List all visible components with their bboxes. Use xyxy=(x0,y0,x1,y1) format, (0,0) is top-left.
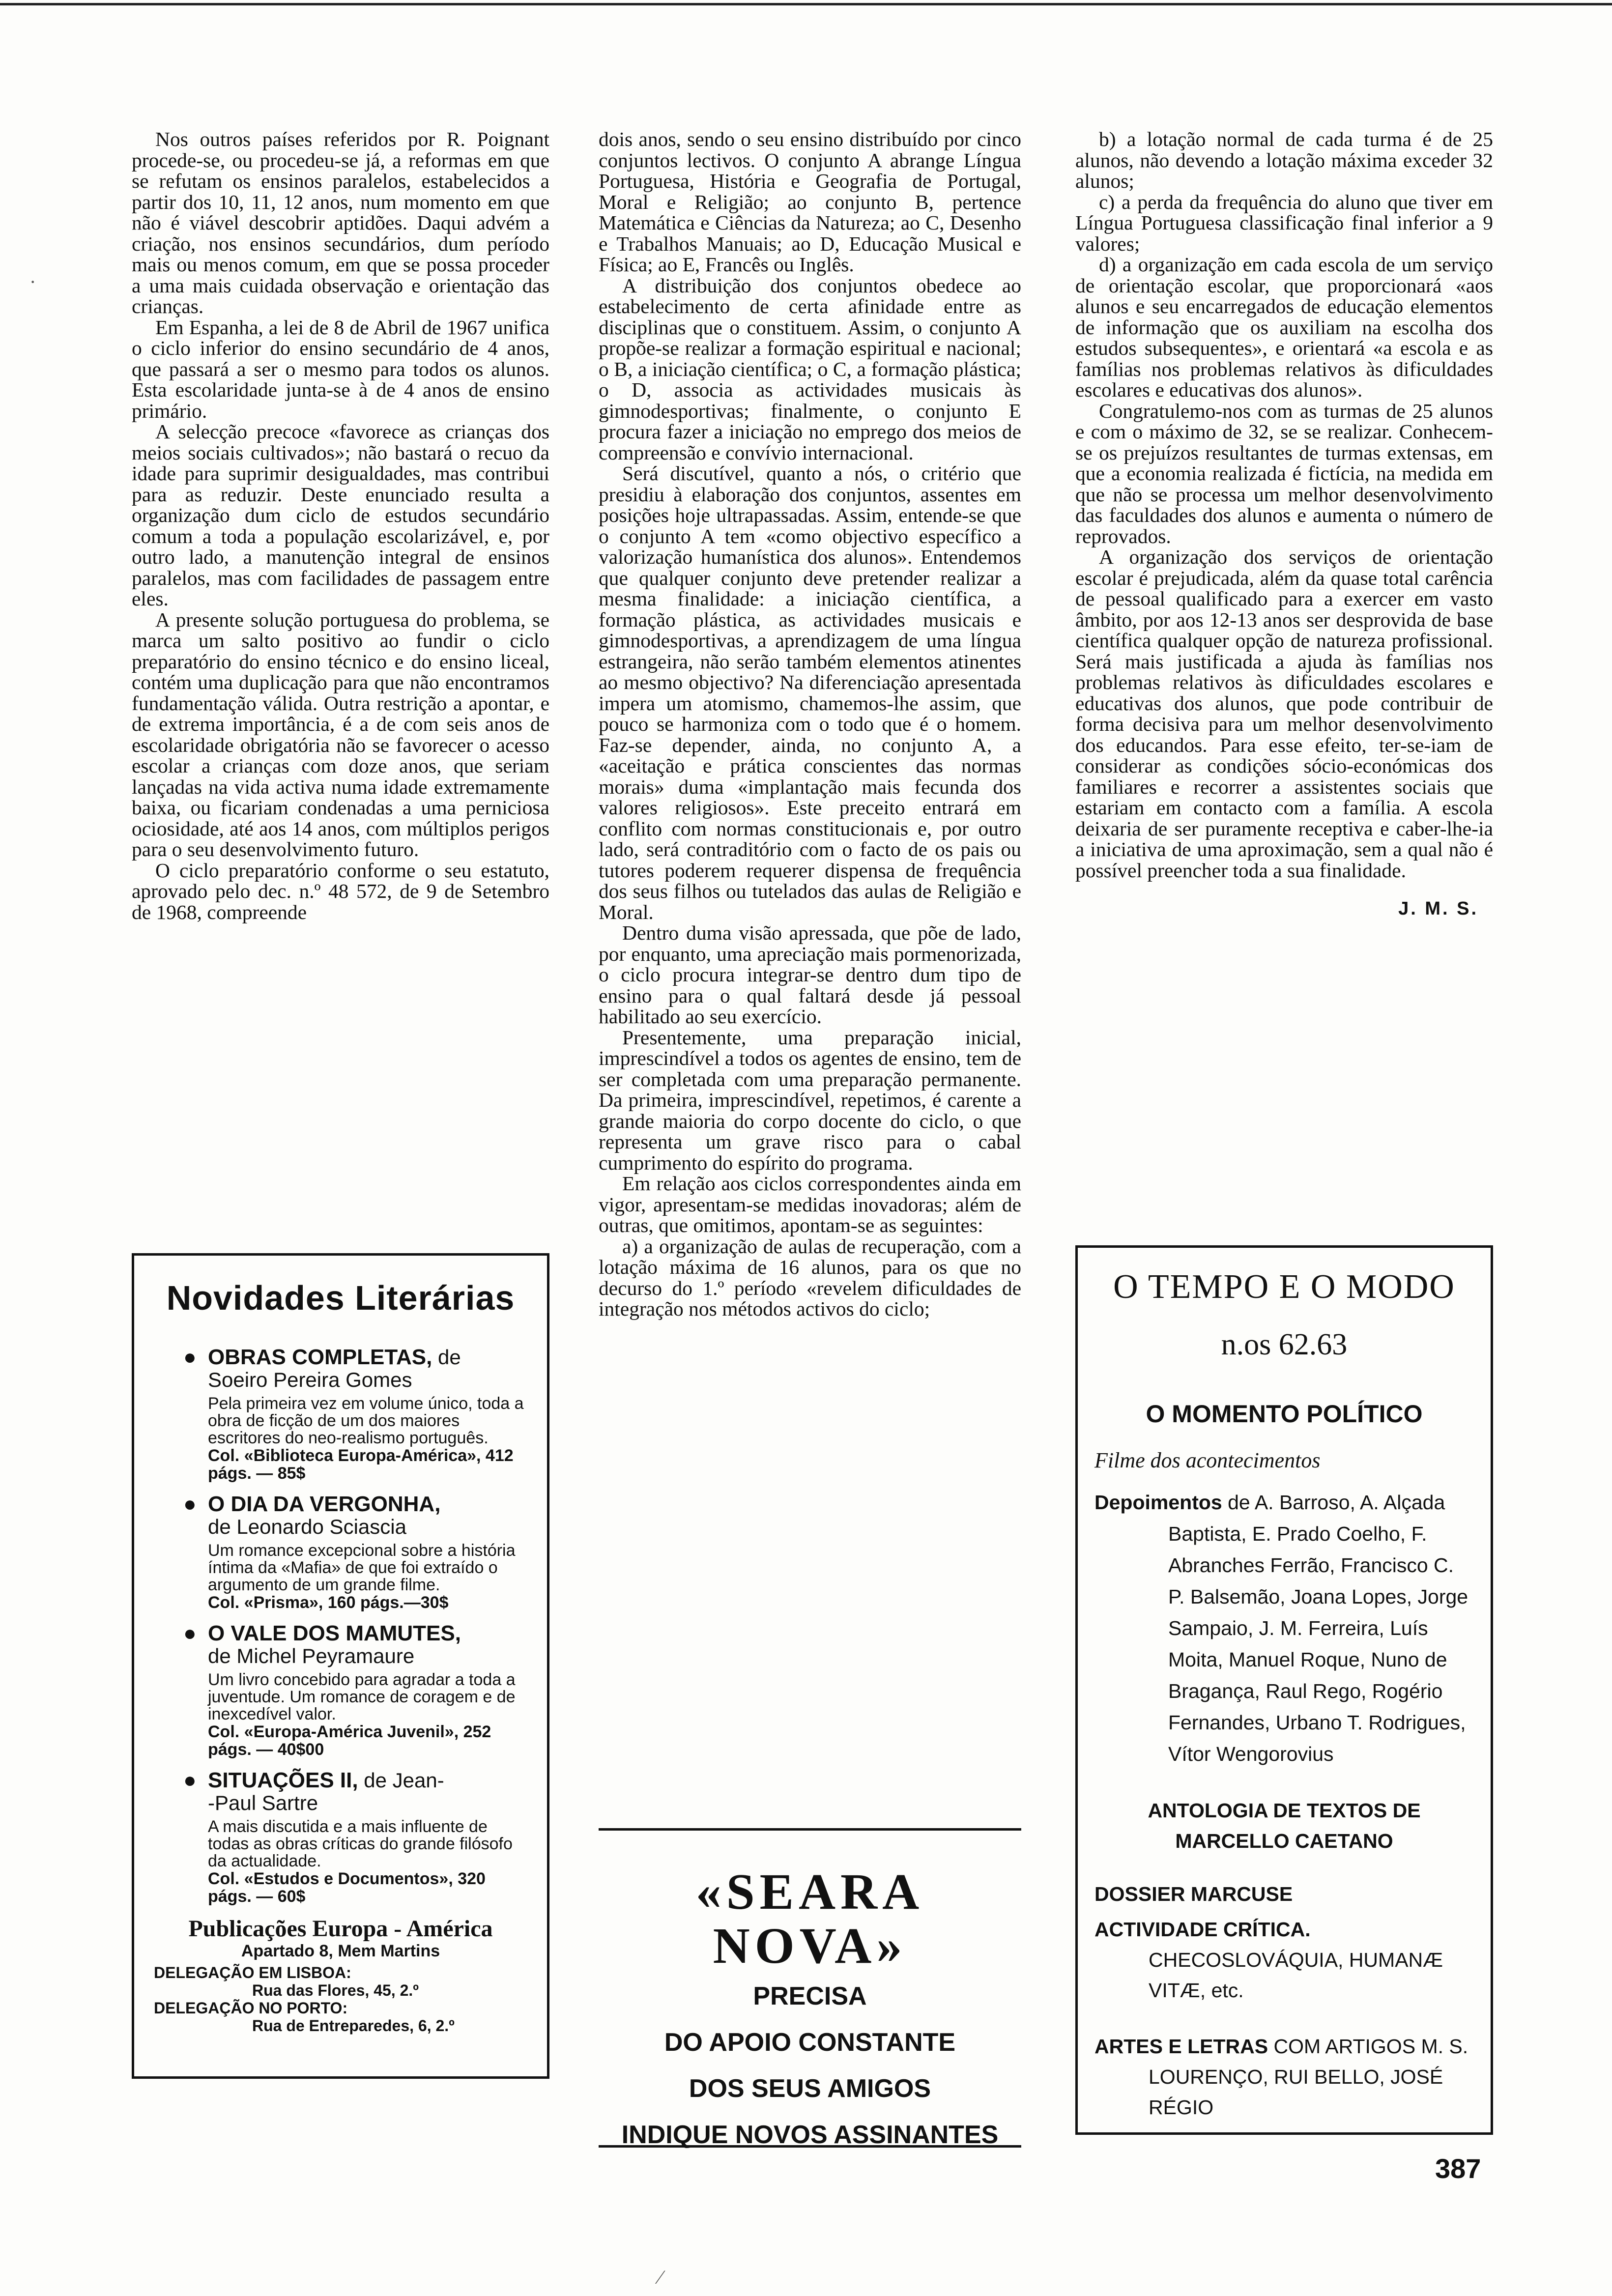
issue-number: n.os 62.63 xyxy=(1221,1328,1348,1361)
critica-label: ACTIVIDADE CRÍTICA. xyxy=(1094,1918,1311,1941)
seara-line: PRECISA xyxy=(753,1982,867,2010)
book-description: Um livro concebido para agradar a toda a juventude. Um romance de coragem e de inexcedível valor. xyxy=(208,1670,516,1723)
bullet-icon: ● xyxy=(183,1492,197,1516)
book-entry xyxy=(154,1769,527,1905)
seara-line: DOS SEUS AMIGOS xyxy=(689,2074,931,2103)
paragraph: b) a lotação normal de cada turma é de 25 alunos, não devendo a lotação máxima exceder 32 alunos; xyxy=(1075,128,1493,192)
bullet-icon: ● xyxy=(183,1768,197,1792)
book-title: O VALE DOS MAMUTES, xyxy=(208,1621,461,1645)
article-column-1 xyxy=(132,129,549,922)
book-description: A mais discutida e a mais influente de todas as obras críticas do grande filósofo da actualidade. xyxy=(208,1817,513,1870)
tempo-e-modo-ad xyxy=(1075,1245,1493,2135)
book-description: Um romance excepcional sobre a história íntima da «Mafia» de que foi extraído o argumento de um grande filme. xyxy=(208,1541,516,1594)
delegation-porto-address: Rua de Entreparedes, 6, 2.º xyxy=(252,2017,455,2035)
book-title: SITUAÇÕES II, xyxy=(208,1768,358,1792)
paragraph: Congratulemo-nos com as turmas de 25 alunos e com o máximo de 32, se se realizar. Conhecem-se os prejuízos resultantes de turmas extensas, em que a economia realizada é fictícia, na medida em que não se processa um melhor desenvolvimento das faculdades dos alunos e aumenta o número de reprovados. xyxy=(1075,399,1493,547)
dossier-label: DOSSIER MARCUSE xyxy=(1094,1883,1293,1905)
depoimentos-label: Depoimentos xyxy=(1094,1491,1222,1514)
paragraph: d) a organização em cada escola de um serviço de orientação escolar, que proporcionará «aos alunos e seu encarregados de educação elementos de informação que os auxiliam na escolha dos estudos subsequentes», e orientará «a escola e as famílias nos problemas relativos às dificuldades escolares e educativas dos alunos». xyxy=(1075,253,1493,401)
paragraph: Em relação aos ciclos correspondentes ainda em vigor, apresentam-se medidas inovadoras; além de outras, que omitimos, apontam-se as seguintes: xyxy=(599,1172,1021,1236)
seara-line: DO APOIO CONSTANTE xyxy=(664,2028,956,2057)
seara-line: INDIQUE NOVOS ASSINANTES xyxy=(621,2121,999,2149)
book-author: -Paul Sartre xyxy=(208,1791,318,1814)
paragraph: Nos outros países referidos por R. Poignant procede-se, ou procedeu-se já, a reformas em que se refutam os ensinos paralelos, estabelecidos a partir dos 10, 11, 12 anos, num momento em que não é viável descobrir aptidões. Daqui advém a criação, nos ensinos secundários, dum período mais ou menos comum, em que se possa proceder a uma mais cuidada observação e orientação das crianças. xyxy=(132,128,549,317)
seara-nova-ad xyxy=(599,1828,1021,2148)
book-collection: Col. «Biblioteca Europa-América», 412 págs. — 85$ xyxy=(208,1446,514,1483)
delegation-lisboa-label: DELEGAÇÃO EM LISBOA: xyxy=(154,1964,351,1981)
bullet-icon: ● xyxy=(183,1345,197,1369)
book-author: de Michel Peyramaure xyxy=(208,1644,415,1667)
book-author: de Leonardo Sciascia xyxy=(208,1515,406,1538)
bullet-icon: ● xyxy=(183,1621,197,1645)
publisher-block xyxy=(154,1916,527,1961)
paragraph: c) a perda da frequência do aluno que tiver em Língua Portuguesa classificação final inferior a 9 valores; xyxy=(1075,190,1493,255)
paragraph: A organização dos serviços de orientação escolar é prejudicada, além da quase total carência de pessoal qualificado para a exercer em vasto âmbito, por aos 12-13 anos ser desprovida de base científica qualquer opção de natureza profissional. Será mais justificada a ajuda às famílias nos problemas relativos às dificuldades escolares e educativas dos alunos, que pode contribuir de forma decisiva para um melhor desenvolvimento dos educandos. Para esse efeito, ter-se-iam de considerar as condições sócio-económicas dos familiares e recorrer a assistentes sociais que estariam em contacto com a família. A escola deixaria de ser puramente receptiva e caber-lhe-ia a iniciativa de uma aproximação, sem a qual não é possível preencher toda a sua finalidade. xyxy=(1075,545,1493,882)
delegation-porto-label: DELEGAÇÃO NO PORTO: xyxy=(154,1999,348,2017)
paragraph: Presentemente, uma preparação inicial, imprescindível a todos os agentes de ensino, tem de ser completada com uma preparação permanente. Da primeira, imprescindível, repetimos, é carente a grande maioria do corpo docente do ciclo, o que representa um grave risco para o cabal cumprimento do espírito do programa. xyxy=(599,1026,1021,1174)
depoimentos xyxy=(1094,1487,1474,1770)
article-column-2 xyxy=(599,129,1021,1320)
dossier xyxy=(1094,1879,1474,1909)
margin-mark: ⁄ xyxy=(659,2266,662,2288)
ad-title: Novidades Literárias xyxy=(166,1279,515,1317)
margin-mark: · xyxy=(29,271,36,293)
book-author-prefix: de xyxy=(432,1346,461,1369)
paragraph: dois anos, sendo o seu ensino distribuído por cinco conjuntos lectivos. O conjunto A abrange Língua Portuguesa, História e Geografia de Portugal, Moral e Religião; ao conjunto B, pertence Matemática e Ciências da Natureza; ao C, Desenho e Trabalhos Manuais; ao D, Educação Musical e Física; ao E, Francês ou Inglês. xyxy=(599,128,1021,276)
antologia: ANTOLOGIA DE TEXTOS DE MARCELLO CAETANO xyxy=(1148,1799,1421,1852)
seara-title: «SEARA NOVA» xyxy=(695,1864,924,1974)
paragraph: O ciclo preparatório conforme o seu estatuto, aprovado pelo dec. n.º 48 572, de 9 de Setembro de 1968, compreende xyxy=(132,859,549,923)
paragraph: A distribuição dos conjuntos obedece ao estabelecimento de certa afinidade entre as disciplinas que o constituem. Assim, o conjunto A propõe-se realizar a formação espiritual e nacional; o B, a iniciação científica; o C, a formação plástica; o D, associa as actividades musicais às gimnodesportivas; finalmente, o conjunto E procura fazer a iniciação no emprego dos meios de compreensão e convívio internacional. xyxy=(599,274,1021,464)
delegation-lisboa-address: Rua das Flores, 45, 2.º xyxy=(252,1981,419,1999)
book-collection: Col. «Europa-América Juvenil», 252 págs. — 40$00 xyxy=(208,1722,491,1759)
book-collection: Col. «Estudos e Documentos», 320 págs. — 60$ xyxy=(208,1869,486,1906)
book-author: Soeiro Pereira Gomes xyxy=(208,1368,412,1391)
book-title: O DIA DA VERGONHA, xyxy=(208,1492,441,1516)
novidades-literarias-ad xyxy=(132,1253,549,2079)
book-author-prefix: de Jean- xyxy=(358,1769,444,1792)
paragraph: Será discutível, quanto a nós, o critério que presidiu à elaboração dos conjuntos, assentes em posições hoje ultrapassadas. Assim, entende-se que o conjunto A tem «como objectivo específico a valorização humanística dos alunos». Entendemos que qualquer conjunto deve pretender realizar a mesma finalidade: a iniciação científica, a formação plástica, as actividades musicais e gimnodesportivas, a aprendizagem de uma língua estrangeira, não serão também elementos atinentes ao mesmo objectivo? Na diferenciação apresentada impera um atomismo, chamemos-lhe assim, que pouco se harmoniza com o todo que é o homem. Faz-se depender, ainda, no conjunto A, a «aceitação e prática conscientes das normas morais» duma «implantação mais fecunda dos valores religiosos». Este preceito entrará em conflito com normas constitucionais e, por outro lado, será contraditório com o facto de os pais ou tutores poderem requerer dispensa de frequência dos seus filhos ou tutelados das aulas de Religião e Moral. xyxy=(599,462,1021,923)
book-title: OBRAS COMPLETAS, xyxy=(208,1345,432,1369)
publisher-apartado: Apartado 8, Mem Martins xyxy=(241,1942,440,1960)
depoimentos-text: de A. Barroso, A. Alçada Baptista, E. Prado Coelho, F. Abranches Ferrão, Francisco C. P. Balsemão, Joana Lopes, Jorge Sampaio, J. M. Ferreira, Luís Moita, Manuel Roque, Nuno de Bragança, Raul Rego, Rogério Fernandes, Urbano T. Rodrigues, Vítor Wengorovius xyxy=(1168,1491,1468,1765)
artes-text: COM ARTIGOS M. S. LOURENÇO, RUI BELLO, JOSÉ RÉGIO xyxy=(1149,2035,1468,2119)
paragraph: A selecção precoce «favorece as crianças dos meios sociais cultivados»; não bastará o recuo da idade para suprimir desigualdades, mas contribui para as reduzir. Deste enunciado resulta a organização dum ciclo de estudos secundário comum a toda a população escolarizável, e, por outro lado, a manutenção integral de ensinos paralelos, mas com facilidades de passagem entre eles. xyxy=(132,420,549,610)
book-entry xyxy=(154,1493,527,1611)
section-heading: O MOMENTO POLÍTICO xyxy=(1146,1400,1423,1428)
page-top-rule xyxy=(0,3,1612,5)
paragraph: Em Espanha, a lei de 8 de Abril de 1967 unifica o ciclo inferior do ensino secundário de 4 anos, que passará a ser o mesmo para todos os alunos. Esta escolaridade junta-se à de 4 anos de ensino primário. xyxy=(132,316,549,422)
critica-text: CHECOSLOVÁQUIA, HUMANÆ VITÆ, etc. xyxy=(1149,1949,1443,2002)
book-collection: Col. «Prisma», 160 págs.—30$ xyxy=(208,1593,449,1612)
paragraph: A presente solução portuguesa do problema, se marca um salto positivo ao fundir o ciclo preparatório do ensino técnico e do ensino liceal, contém uma duplicação para que não encontramos fundamentação válida. Outra restrição a apontar, e de extrema importância, é a de com seis anos de escolaridade obrigatória não se favorecer o acesso escolar a crianças com doze anos, que seriam lançadas na vida activa numa idade extremamente baixa, ou ficariam condenadas a uma perniciosa ociosidade, até aos 14 anos, com múltiplos perigos para o seu desenvolvimento futuro. xyxy=(132,608,549,861)
article-column-3 xyxy=(1075,129,1493,919)
paragraph: Dentro duma visão apressada, que põe de lado, por enquanto, uma apreciação mais pormenorizada, o ciclo procura integrar-se dentro dum tipo de ensino para o qual faltará desde já pessoal habilitado ao seu exercício. xyxy=(599,921,1021,1028)
author-signature: J. M. S. xyxy=(1398,898,1478,919)
magazine-title: O TEMPO E O MODO xyxy=(1113,1268,1455,1306)
publisher-name: Publicações Europa - América xyxy=(188,1916,493,1942)
page-number: 387 xyxy=(1435,2153,1481,2184)
artes-label: ARTES E LETRAS xyxy=(1094,2035,1268,2058)
book-entry xyxy=(154,1346,527,1482)
book-description: Pela primeira vez em volume único, toda a obra de ficção de um dos maiores escritores do neo-realismo português. xyxy=(208,1394,524,1447)
filme-line: Filme dos acontecimentos xyxy=(1094,1448,1321,1472)
actividade-critica xyxy=(1094,1914,1474,2006)
delegations xyxy=(154,1964,527,2035)
artes-e-letras xyxy=(1094,2031,1474,2123)
paragraph: a) a organização de aulas de recuperação, com a lotação máxima de 16 alunos, para os que no decurso do 1.º período «revelem dificuldades de integração nos métodos activos do ciclo; xyxy=(599,1234,1021,1320)
book-entry xyxy=(154,1622,527,1758)
